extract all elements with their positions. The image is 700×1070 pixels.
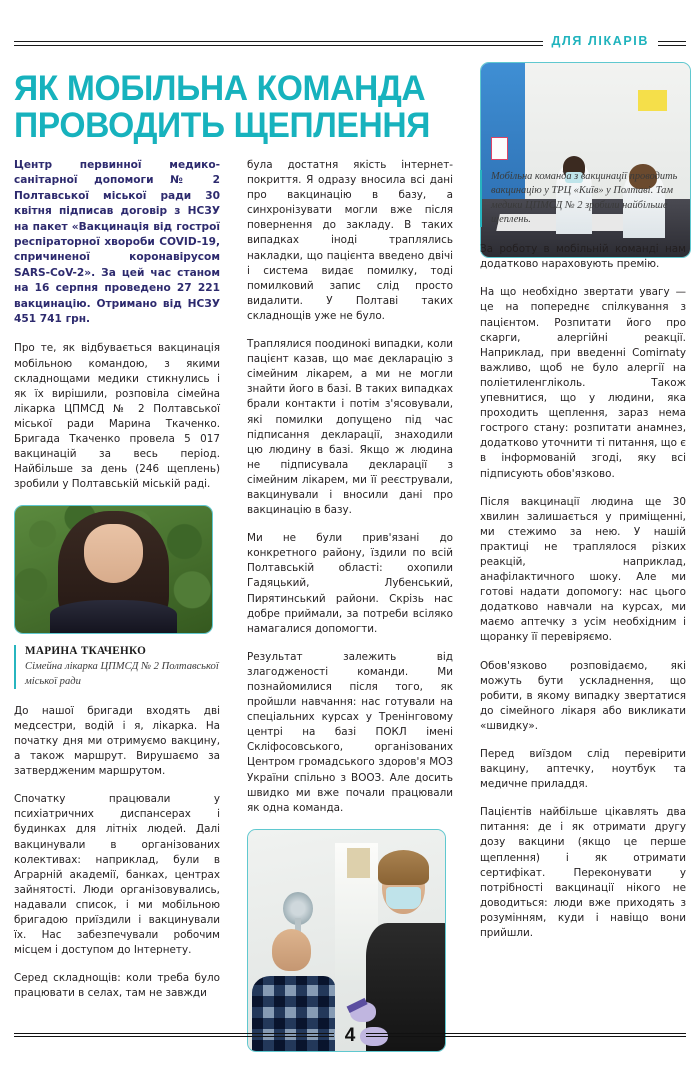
article-columns [14,158,686,1020]
headline-text [14,70,451,144]
paragraph: Спочатку працювали у психіатричних диспансерах і будинках для літніх людей. Далі вакцинували в організованих колективах: наприклад, були в Аграрній академії, банках, центрах зайнятості. Люди організовувались, надавали список, і ми мобільною бригадою приїздили і вакцинували їх. Нас забезпечували робочим місцем і доступом до Інтернету. [14,793,220,957]
paragraph: Серед складнощів: коли треба було працювати в селах, там не завжди [14,972,220,1000]
photo-scene-injection [248,830,445,1051]
article-column-3 [480,158,686,954]
paragraph: Після вакцинації людина ще 30 хвилин залишається у приміщенні, ми стежимо за нею. У нашій практиці не траплялося різких реакцій, наприклад, анафілактичного шоку. Але ми готові надати допомогу: нас цього додатково навчали на курсах, ми маємо аптечку з усім необхідним і щоранку її перевіряємо. [480,495,686,644]
wall-note-icon [638,90,667,111]
page-number: 4 [344,1024,356,1046]
paragraph: Обов'язково розповідаємо, які можуть бути ускладнення, що робити, в якому випадку звертатися до сімейного лікаря або викликати «швидку». [480,659,686,732]
photo-scene-portrait [15,506,212,633]
door-card-icon [347,848,371,879]
paragraph: На що необхідно звертати увагу — це на попереднє спілкування з пацієнтом. Розпитати його про скарги, алергійні реакції. Наприклад, при введенні Comirnaty важливо, щоб не було алергії на поліетиленгліколь. Також упевнитися, що у людини, яка проходить щеплення, зараз нема гострого стану: розпитати анамнез, додатково уточнити ті питання, що є в інформованій згоді, яку всі підписують обов'язково. [480,286,686,480]
paragraph: До нашої бригади входять дві медсестри, водій і я, лікарка. На початку дня ми отримуємо вакцину, а також маршрут. Вирушаємо за затвердженим маршрутом. [14,704,220,778]
paragraph: Про те, як відбувається вакцинація мобільною командою, з якими складнощами медики стикнулись і як їх вирішили, розповіла сімейна лікарка ЦПМСД № 2 Полтавської міської ради Марина Ткаченко. Бригада Ткаченко провела 5 017 вакцинацій за весь період. Найбільше за день (246 щеплень) зробили у Полтавській міській раді. [14,342,220,491]
paragraph: За роботу в мобільній команді нам додатково нараховують премію. [480,243,686,271]
paragraph: Ми не були прив'язані до конкретного району, їздили по всій Полтавській області: охопили Гадяцький, Лубенський, Пирятинський райони. Скрізь нас добре приймали, за потреби всіляко намагалися допомогти. [247,532,453,635]
author-role: Сімейна лікарка ЦПМСД № 2 Полтавської міської ради [25,661,219,687]
photo-author-portrait [14,505,213,634]
author-name: МАРИНА ТКАЧЕНКО [25,645,147,658]
footer-rule-right [366,1033,686,1037]
page-header [14,24,686,58]
page-title [14,70,469,144]
wall-sign-icon [491,137,508,160]
paragraph: Перед виїздом слід перевірити вакцину, аптечку, ноутбук та медичне приладдя. [480,748,686,791]
photo-caption: Мобільна команда з вакцинації проводить вакцинацію у ТРЦ «Київ» у Полтаві. Там медики ЦПМСД № 2 зробили найбільше щеплень. [480,170,686,227]
paragraph: Результат залежить від злагодженості команди. Ми познайомилися після того, як пройшли навчання: нас готували на спеціальних курсах у Тренінговому центрі на базі ПОКЛ імені Скліфосовського, організованих Центром громадського здоров'я МОЗ України спільно з ВООЗ. Але досить швидко ми вже почали працювали як одна команда. [247,650,453,814]
section-kicker: ДЛЯ ЛІКАРІВ [543,34,658,48]
photo-patient-vaccination [247,829,446,1052]
paragraph: Пацієнтів найбільше цікавлять два питання: де і як отримати другу дозу вакцини (якщо це перше щеплення) і як отримати сертифікат. Переконувати у потрібності вакцинації нікого не доводиться: люди вже приходять з розумінням, куди і навіщо вони прийшли. [480,806,686,940]
article-column-2 [247,158,453,1064]
author-caption [14,645,220,688]
lead-paragraph: Центр первинної медико-санітарної допомоги № 2 Полтавської міської ради 30 квітня підписав договір з НСЗУ на пакет «Вакцинація від гострої респіраторної хвороби COVID-19, спричиненої коронавірусом SARS-CoV-2». За цей час станом на 16 серпня проведено 27 221 вакцинацію. Отримано від НСЗУ 451 741 грн. [14,159,220,326]
page-footer [14,1020,686,1050]
headline-line-1: ЯК МОБІЛЬНА КОМАНДА [14,69,426,108]
footer-rule-left [14,1033,334,1037]
face-mask-icon [386,887,421,909]
paragraph: була достатня якість інтернет-покриття. Я одразу вносила всі дані про вакцинацію в базу, а синхронізувати могли вже після повернення до закладу. В таких випадках іноді траплялись накладки, що пацієнта введено двічі і система видає помилку, тоді помилковий запис слід просто видалити. У Полтаві таких складнощів уже не було. [247,159,453,322]
headline-line-2: ПРОВОДИТЬ ЩЕПЛЕННЯ [14,106,431,146]
paragraph: Траплялися поодинокі випадки, коли пацієнт казав, що має декларацію з сімейним лікарем, а ми не могли знайти його в базі. В таких випадках брали контакти і потім з'ясовували, які помилки допущено під час підписання декларації, знаходили цю людину в базі. Якщо ж людина не підписувала декларації з сімейним лікарем, ми її реєстрували, вакцинували і вносили дані про вакцинацію в базу. [247,338,453,517]
article-column-1 [14,158,220,1015]
